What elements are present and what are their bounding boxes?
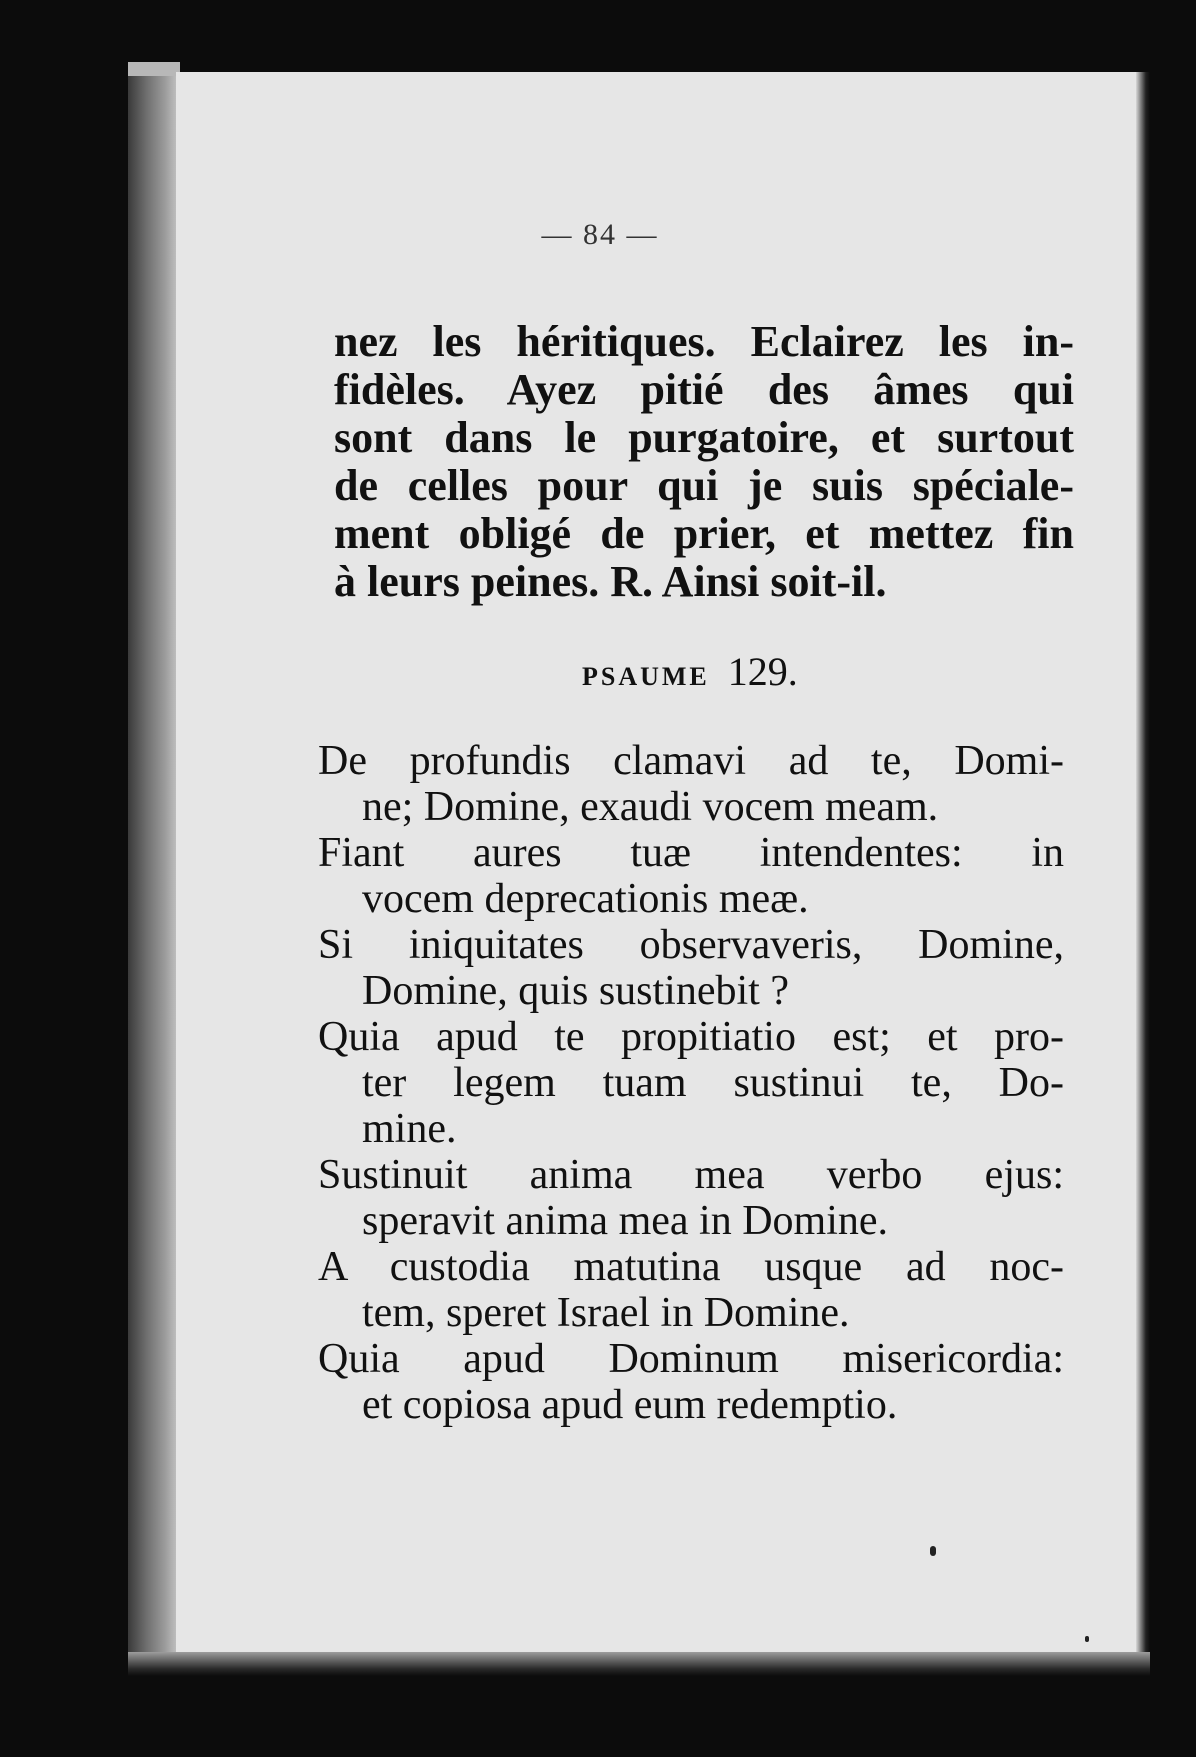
verse-line: tem, speret Israel in Domine.	[362, 1290, 850, 1336]
book-binding	[128, 62, 180, 1662]
verse-line: Domine, quis sustinebit ?	[362, 968, 789, 1014]
verse-line: Quia apud te propitiatio est; et pro-	[318, 1014, 1064, 1060]
ink-speck	[1085, 1636, 1089, 1642]
verse-line: A custodia matutina usque ad noc-	[318, 1244, 1064, 1290]
verse-line: Si iniquitates observaveris, Domine,	[318, 922, 1064, 968]
verse-line: vocem deprecationis meæ.	[362, 876, 809, 922]
paragraph-line: sont dans le purgatoire, et surtout	[334, 413, 1074, 462]
verse-line: mine.	[362, 1106, 457, 1152]
psalm-text	[318, 738, 1064, 1428]
paragraph-line: ment obligé de prier, et mettez fin	[334, 509, 1074, 558]
psalm-verse	[318, 1244, 1064, 1336]
paragraph-line: nez les héritiques. Eclairez les in-	[334, 317, 1074, 366]
verse-line: Fiant aures tuæ intendentes: in	[318, 830, 1064, 876]
page-number: — 84 —	[541, 218, 659, 251]
prayer-paragraph	[334, 318, 1074, 606]
verse-line: ne; Domine, exaudi vocem meam.	[362, 784, 939, 830]
psalm-verse	[318, 830, 1064, 922]
paragraph-line: à leurs peines. R. Ainsi soit-il.	[334, 557, 887, 606]
page-right-edge	[1136, 72, 1150, 1672]
paragraph-line: fidèles. Ayez pitié des âmes qui	[334, 365, 1074, 414]
psalm-verse	[318, 1336, 1064, 1428]
binding-edge	[128, 62, 180, 76]
ink-speck	[930, 1546, 936, 1556]
paragraph-line: de celles pour qui je suis spéciale-	[334, 461, 1074, 510]
psalm-heading	[582, 648, 798, 695]
psalm-label: PSAUME	[582, 662, 710, 691]
verse-line: ter legem tuam sustinui te, Do-	[362, 1060, 1064, 1106]
psalm-verse	[318, 1014, 1064, 1152]
psalm-number: 129.	[727, 649, 798, 694]
verse-line: Quia apud Dominum misericordia:	[318, 1336, 1064, 1382]
verse-line: Sustinuit anima mea verbo ejus:	[318, 1152, 1064, 1198]
psalm-verse	[318, 738, 1064, 830]
verse-line: et copiosa apud eum redemptio.	[362, 1382, 898, 1428]
verse-line: De profundis clamavi ad te, Domi-	[318, 738, 1064, 784]
verse-line: speravit anima mea in Domine.	[362, 1198, 889, 1244]
psalm-verse	[318, 922, 1064, 1014]
psalm-verse	[318, 1152, 1064, 1244]
page-bottom-edge	[128, 1652, 1150, 1676]
